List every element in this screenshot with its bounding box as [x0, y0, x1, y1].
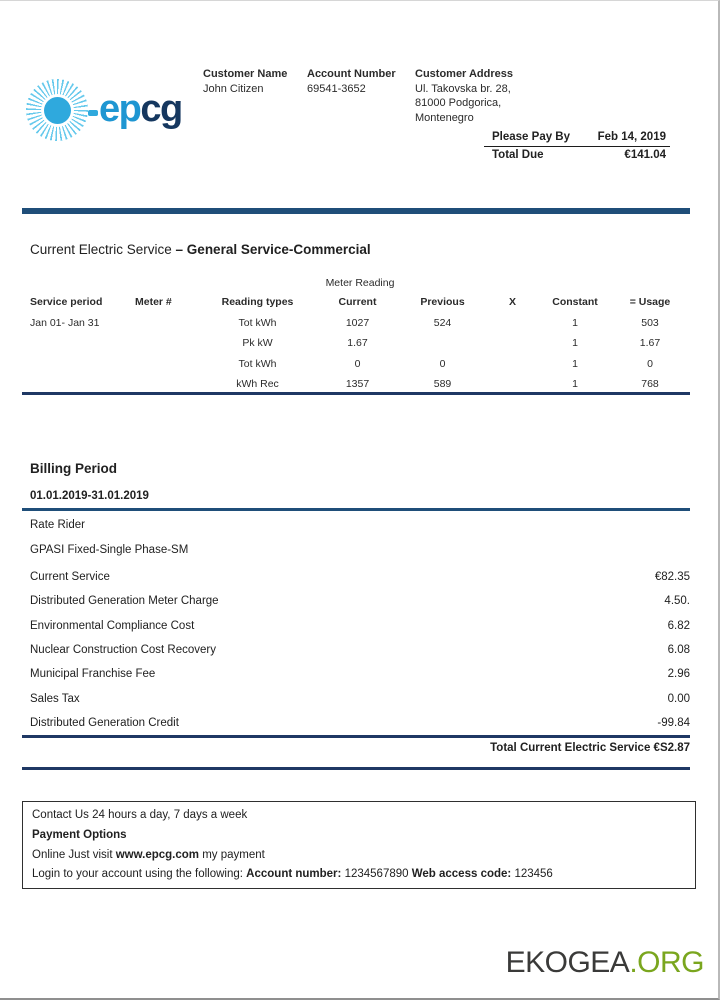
charge-label: Distributed Generation Meter Charge [30, 595, 219, 608]
charge-amount: 2.96 [667, 668, 690, 681]
charge-label: Nuclear Construction Cost Recovery [30, 644, 216, 657]
pay-by-date: Feb 14, 2019 [597, 131, 666, 143]
charge-label: Environmental Compliance Cost [30, 619, 195, 632]
charge-amount: 6.08 [667, 644, 690, 657]
login-instructions-line [32, 865, 686, 885]
cell-constant: 1 [572, 378, 578, 390]
contact-hours-line: Contact Us 24 hours a day, 7 days a week [32, 809, 248, 821]
cell-meter-number [130, 333, 200, 354]
service-title-part2: – General Service-Commercial [175, 242, 371, 257]
service-grand-total: Total Current Electric Service €S2.87 [490, 742, 690, 754]
online-payment-text-tail: my payment [199, 848, 265, 861]
address-line-1: Ul. Takovska br. 28, [415, 82, 511, 95]
charge-row [30, 638, 690, 662]
payment-summary [484, 130, 670, 164]
rate-plan-label: GPASI Fixed-Single Phase-SM [30, 544, 189, 556]
total-due-row [484, 147, 670, 164]
col-current: Current [338, 296, 377, 308]
contact-info-box [22, 801, 696, 889]
cell-constant: 1 [572, 337, 578, 349]
col-reading-types: Reading types [221, 296, 294, 308]
charge-row [30, 711, 690, 735]
cell-usage: 768 [641, 378, 659, 390]
cell-current: 1.67 [347, 337, 368, 349]
cell-reading-type: kWh Rec [236, 378, 279, 390]
cell-x [485, 354, 540, 375]
total-due-label: Total Due [492, 149, 544, 161]
cell-current: 0 [354, 357, 361, 370]
charge-row [30, 686, 690, 710]
cell-reading-type: Tot kWh [238, 316, 277, 329]
cell-current: 1027 [345, 316, 370, 329]
charge-amount: 4.50. [664, 595, 690, 608]
charge-label: Distributed Generation Credit [30, 716, 179, 729]
login-text: Login to your account using the following: [32, 868, 247, 881]
web-access-caption: Web access code: [411, 868, 512, 881]
meter-table-divider [22, 392, 690, 395]
meter-reading-table [30, 274, 690, 395]
charge-amount: €82.35 [654, 571, 690, 584]
customer-address-block [415, 67, 513, 125]
charge-amount: -99.84 [657, 716, 690, 729]
service-title-part1: Current Electric Service [30, 242, 176, 257]
cell-current: 1357 [345, 378, 370, 390]
account-number-label: Account Number [307, 68, 396, 80]
meter-table-row [30, 313, 690, 334]
cell-x [485, 313, 540, 334]
epcg-logo [26, 79, 182, 141]
charge-label: Municipal Franchise Fee [30, 668, 156, 681]
charges-divider [22, 735, 690, 738]
customer-address-label: Customer Address [415, 68, 514, 80]
logo-wordmark [99, 90, 182, 128]
cell-service-period [30, 354, 130, 375]
col-meter-number: Meter # [135, 296, 172, 308]
charge-label: Sales Tax [30, 692, 80, 705]
epcg-website-text: www.epcg.com [115, 848, 200, 861]
customer-name-value: John Citizen [203, 82, 264, 95]
meter-table-header-row [30, 292, 690, 313]
charge-row [30, 662, 690, 686]
logo-text-ep: ep [99, 88, 141, 130]
cell-previous: 0 [439, 357, 446, 370]
watermark-name: EKOGEA [505, 946, 630, 979]
cell-x [485, 333, 540, 354]
meter-reading-group-header: Meter Reading [325, 277, 395, 289]
cell-previous: 524 [433, 316, 452, 329]
col-x: X [508, 296, 516, 308]
cell-meter-number [130, 313, 200, 334]
login-account-number: 1234567890 [341, 868, 412, 881]
header-divider-bar [22, 208, 690, 214]
cell-service-period: Jan 01- Jan 31 [30, 316, 100, 329]
customer-name-label: Customer Name [203, 68, 288, 80]
online-payment-line [32, 846, 686, 866]
cell-reading-type: Pk kW [242, 337, 273, 349]
charge-row [30, 614, 690, 638]
billing-period-title: Billing Period [30, 461, 118, 476]
rate-rider-label: Rate Rider [30, 519, 85, 531]
total-divider [22, 767, 690, 770]
account-number-value: 69541-3652 [307, 82, 366, 95]
cell-constant: 1 [572, 357, 578, 370]
address-line-2: 81000 Podgorica, [415, 97, 502, 109]
cell-meter-number [130, 354, 200, 375]
meter-table-row [30, 333, 690, 354]
billing-period-divider [22, 508, 690, 511]
cell-reading-type: Tot kWh [238, 357, 277, 370]
payment-options-heading: Payment Options [32, 828, 127, 841]
service-section-title [30, 242, 371, 257]
pay-by-label: Please Pay By [492, 131, 571, 143]
charge-row [30, 589, 690, 613]
logo-text-cg: cg [140, 88, 182, 130]
charge-row [30, 565, 690, 589]
account-number-caption: Account number: [246, 868, 342, 881]
col-previous: Previous [420, 296, 465, 308]
address-line-3: Montenegro [415, 111, 474, 124]
meter-table-row [30, 354, 690, 375]
customer-name-block [203, 67, 287, 96]
cell-usage: 503 [641, 316, 659, 329]
account-number-block [307, 67, 396, 96]
watermark-tld: .ORG [629, 946, 704, 979]
col-usage: = Usage [629, 296, 671, 308]
sunburst-icon [26, 79, 88, 141]
charge-label: Current Service [30, 571, 110, 584]
cell-usage: 0 [647, 357, 653, 370]
charge-amount: 6.82 [667, 619, 690, 632]
cell-previous: 589 [433, 378, 452, 390]
cell-usage: 1.67 [639, 337, 661, 349]
logo-dash [88, 110, 98, 116]
cell-previous [400, 333, 485, 354]
billing-period-dates: 01.01.2019-31.01.2019 [30, 490, 149, 502]
web-access-code: 123456 [511, 868, 553, 881]
cell-constant: 1 [572, 316, 578, 329]
cell-service-period [30, 333, 130, 354]
col-service-period: Service period [30, 296, 103, 308]
charge-amount: 0.00 [667, 692, 690, 705]
pay-by-row [484, 130, 670, 147]
col-constant: Constant [552, 296, 598, 308]
online-payment-text: Online Just visit [32, 848, 116, 861]
charges-list [30, 565, 690, 735]
total-due-amount: €141.04 [624, 149, 666, 161]
ekogea-watermark [506, 945, 704, 981]
